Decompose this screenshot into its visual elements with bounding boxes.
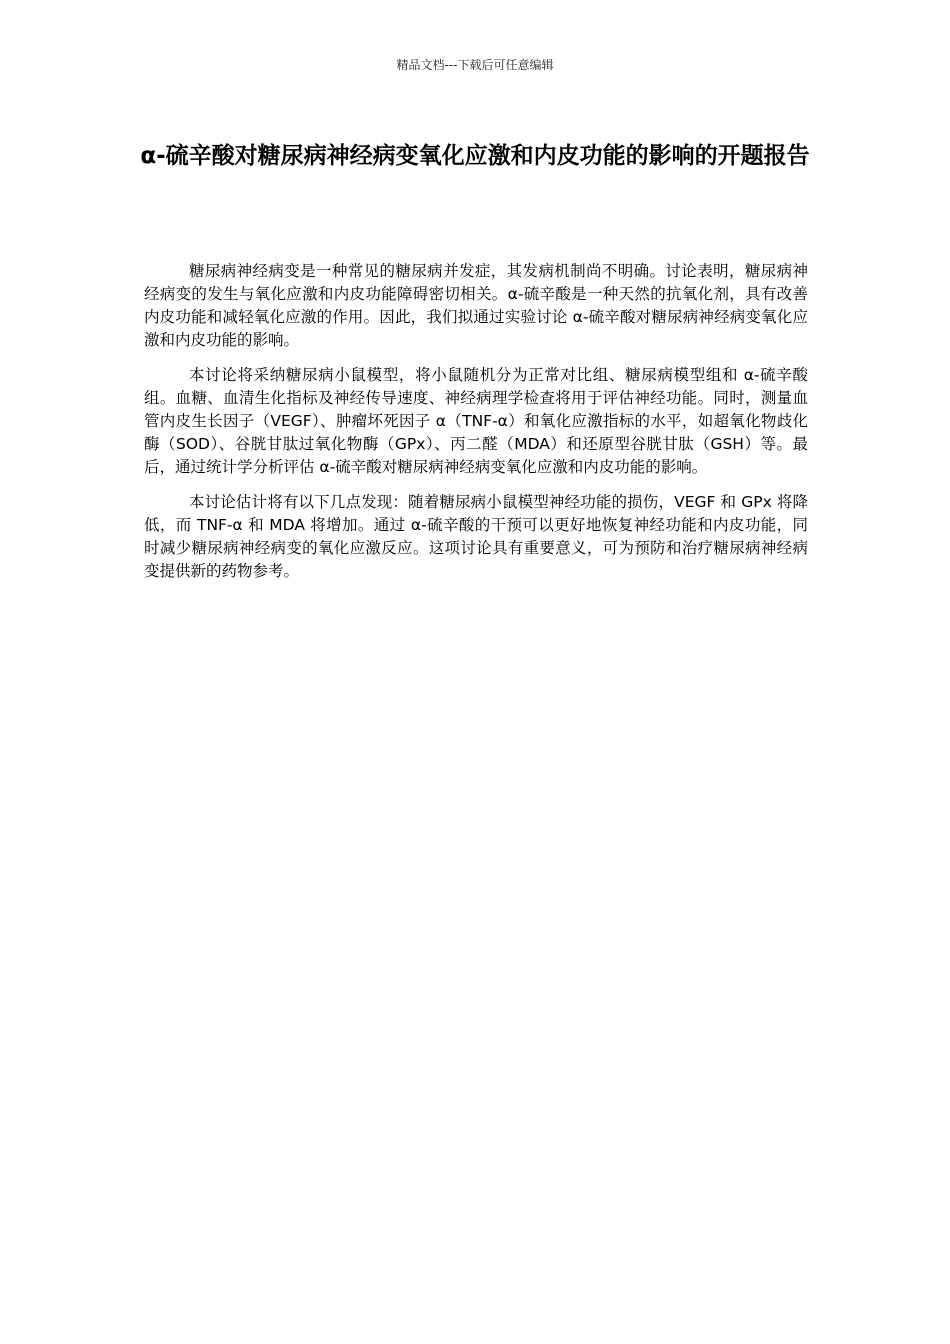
- paragraph-expected-results: 本讨论估计将有以下几点发现：随着糖尿病小鼠模型神经功能的损伤，VEGF 和 GPx 将降低，而 TNF-α 和 MDA 将增加。通过 α-硫辛酸的干预可以更好地恢复神经功能和内皮功能，同时减少糖尿病神经病变的氧化应激反应。这项讨论具有重要意义，可为预防和治疗糖尿病神经病变提供新的药物参考。: [144, 493, 808, 580]
- header-note: 精品文档---下载后可任意编辑: [396, 58, 554, 72]
- paragraph-methods: 本讨论将采纳糖尿病小鼠模型，将小鼠随机分为正常对比组、糖尿病模型组和 α-硫辛酸组。血糖、血清生化指标及神经传导速度、神经病理学检查将用于评估神经功能。同时，测量血管内皮生长因子（VEGF）、肿瘤坏死因子 α（TNF-α）和氧化应激指标的水平，如超氧化物歧化酶（SOD）、谷胱甘肽过氧化物酶（GPx）、丙二醛（MDA）和还原型谷胱甘肽（GSH）等。最后，通过统计学分析评估 α-硫辛酸对糖尿病神经病变氧化应激和内皮功能的影响。: [144, 366, 808, 476]
- document-title: α-硫辛酸对糖尿病神经病变氧化应激和内皮功能的影响的开题报告: [140, 143, 810, 169]
- document-body: [144, 260, 808, 595]
- paragraph-background: 糖尿病神经病变是一种常见的糖尿病并发症，其发病机制尚不明确。讨论表明，糖尿病神经病变的发生与氧化应激和内皮功能障碍密切相关。α-硫辛酸是一种天然的抗氧化剂，具有改善内皮功能和减轻氧化应激的作用。因此，我们拟通过实验讨论 α-硫辛酸对糖尿病神经病变氧化应激和内皮功能的影响。: [144, 262, 808, 349]
